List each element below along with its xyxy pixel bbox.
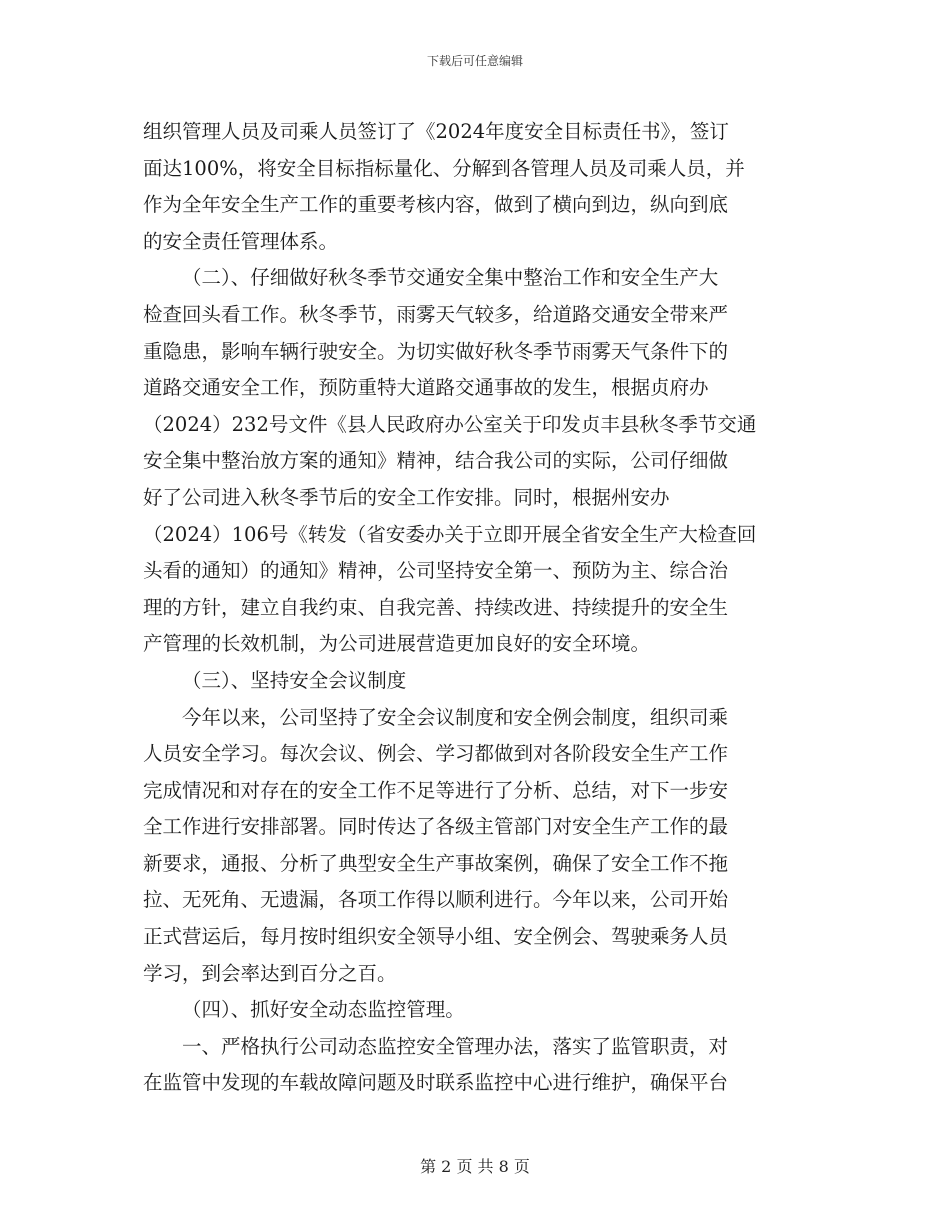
section-heading-4: （四）、抓好安全动态监控管理。 — [182, 998, 465, 1022]
text-line: 在监管中发现的车载故障问题及时联系监控中心进行维护，确保平台 — [143, 1071, 729, 1095]
text-line: 一、严格执行公司动态监控安全管理办法，落实了监管职责，对 — [182, 1034, 729, 1058]
text-line: （2024）232号文件《县人民政府办公室关于印发贞丰县秋冬季节交通 — [143, 412, 757, 436]
text-line: （2024）106号《转发（省安委办关于立即开展全省安全生产大检查回 — [143, 522, 757, 546]
text-line: 全工作进行安排部署。同时传达了各级主管部门对安全生产工作的最 — [143, 815, 729, 839]
text-line: 今年以来，公司坚持了安全会议制度和安全例会制度，组织司乘 — [182, 705, 729, 729]
text-line: 好了公司进入秋冬季节后的安全工作安排。同时，根据州安办 — [143, 485, 670, 509]
text-line: 道路交通安全工作，预防重特大道路交通事故的发生，根据贞府办 — [143, 376, 709, 400]
text-line: 的安全责任管理体系。 — [143, 229, 339, 253]
page-footer: 第 2 页 共 8 页 — [420, 1157, 530, 1176]
text-line: 安全集中整治放方案的通知》精神，结合我公司的实际，公司仔细做 — [143, 449, 729, 473]
text-line: 产管理的长效机制，为公司进展营造更加良好的安全环境。 — [143, 632, 651, 656]
text-line: 拉、无死角、无遗漏，各项工作得以顺利进行。今年以来，公司开始 — [143, 888, 729, 912]
text-line: 组织管理人员及司乘人员签订了《2024年度安全目标责任书》，签订 — [143, 120, 729, 143]
text-line: 学习，到会率达到百分之百。 — [143, 961, 397, 985]
text-line: 理的方针，建立自我约束、自我完善、持续改进、持续提升的安全生 — [143, 595, 729, 619]
page-header: 下载后可任意编辑 — [426, 54, 523, 68]
text-line: 检查回头看工作。秋冬季节，雨雾天气较多，给道路交通安全带来严 — [143, 302, 729, 326]
text-line: 新要求，通报、分析了典型安全生产事故案例，确保了安全工作不拖 — [143, 851, 729, 875]
section-heading-2: （二）、仔细做好秋冬季节交通安全集中整治工作和安全生产大 — [182, 266, 719, 290]
document-body — [143, 114, 809, 1102]
text-line: 人员安全学习。每次会议、例会、学习都做到对各阶段安全生产工作 — [143, 742, 729, 766]
section-heading-3: （三）、坚持安全会议制度 — [182, 668, 407, 692]
text-line: 正式营运后，每月按时组织安全领导小组、安全例会、驾驶乘务人员 — [143, 925, 729, 949]
text-line: 作为全年安全生产工作的重要考核内容，做到了横向到边，纵向到底 — [143, 193, 729, 217]
text-line: 面达100%，将安全目标指标量化、分解到各管理人员及司乘人员，并 — [143, 156, 745, 180]
text-line: 头看的通知）的通知》精神，公司坚持安全第一、预防为主、综合治 — [143, 559, 729, 583]
text-line: 重隐患，影响车辆行驶安全。为切实做好秋冬季节雨雾天气条件下的 — [143, 339, 729, 363]
text-line: 完成情况和对存在的安全工作不足等进行了分析、总结，对下一步安 — [143, 778, 729, 802]
